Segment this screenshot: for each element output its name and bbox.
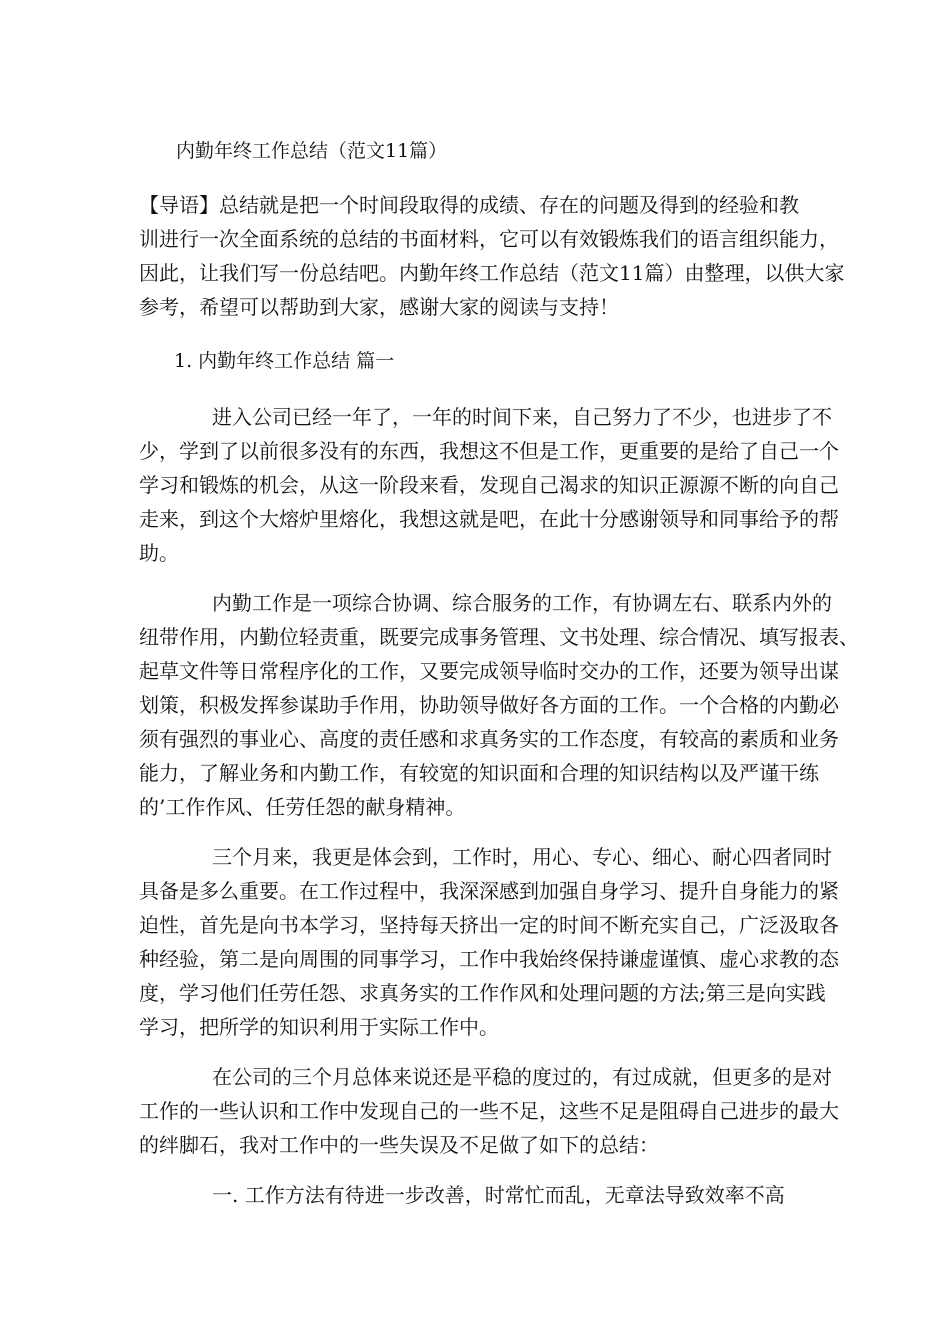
paragraph-line: 进入公司已经一年了，一年的时间下来，自己努力了不少，也进步了不 [212,405,832,429]
paragraph-line: 纽带作用，内勤位轻责重，既要完成事务管理、文书处理、综合情况、填写报表、 [139,625,859,649]
section-heading: 1. 内勤年终工作总结 篇一 [174,350,395,372]
paragraph-line: 在公司的三个月总体来说还是平稳的度过的，有过成就，但更多的是对 [212,1065,832,1089]
intro-line: 【导语】总结就是把一个时间段取得的成绩、存在的问题及得到的经验和教 [139,193,799,217]
document-title: 内勤年终工作总结（范文11篇） [176,140,448,162]
paragraph-line: 走来，到这个大熔炉里熔化，我想这就是吧，在此十分感谢领导和同事给予的帮 [139,507,839,531]
paragraph-line: 学习，把所学的知识利用于实际工作中。 [139,1015,499,1039]
paragraph-line: 助。 [139,541,179,565]
paragraph-line: 度，学习他们任劳任怨、求真务实的工作作风和处理问题的方法;第三是向实践 [139,981,826,1005]
paragraph-line: 少，学到了以前很多没有的东西，我想这不但是工作，更重要的是给了自己一个 [139,439,839,463]
paragraph-line: 迫性，首先是向书本学习，坚持每天挤出一定的时间不断充实自己，广泛汲取各 [139,913,839,937]
paragraph-line: 学习和锻炼的机会，从这一阶段来看，发现自己渴求的知识正源源不断的向自己 [139,473,839,497]
paragraph-line: 须有强烈的事业心、高度的责任感和求真务实的工作态度，有较高的素质和业务 [139,727,839,751]
paragraph-line: 能力，了解业务和内勤工作，有较宽的知识面和合理的知识结构以及严谨干练 [139,761,819,785]
paragraph-line: 三个月来，我更是体会到，工作时，用心、专心、细心、耐心四者同时 [212,845,832,869]
paragraph-line: 的’工作作风、任劳任怨的献身精神。 [139,795,466,819]
paragraph-line: 内勤工作是一项综合协调、综合服务的工作，有协调左右、联系内外的 [212,591,832,615]
paragraph-line: 划策，积极发挥参谋助手作用，协助领导做好各方面的工作。一个合格的内勤必 [139,693,839,717]
intro-line: 因此，让我们写一份总结吧。内勤年终工作总结（范文11篇）由整理，以供大家 [139,261,845,285]
paragraph-line: 工作的一些认识和工作中发现自己的一些不足，这些不足是阻碍自己进步的最大 [139,1099,839,1123]
intro-line: 训进行一次全面系统的总结的书面材料，它可以有效锻炼我们的语言组织能力， [139,227,839,251]
paragraph-line: 起草文件等日常程序化的工作，又要完成领导临时交办的工作，还要为领导出谋 [139,659,839,683]
paragraph-line: 的绊脚石，我对工作中的一些失误及不足做了如下的总结： [139,1133,659,1157]
intro-line: 参考，希望可以帮助到大家，感谢大家的阅读与支持！ [139,295,619,319]
paragraph-line: 具备是多么重要。在工作过程中，我深深感到加强自身学习、提升自身能力的紧 [139,879,839,903]
paragraph-line: 种经验，第二是向周围的同事学习，工作中我始终保持谦虚谨慎、虚心求教的态 [139,947,839,971]
paragraph-line: 一. 工作方法有待进一步改善，时常忙而乱，无章法导致效率不高 [212,1183,785,1207]
